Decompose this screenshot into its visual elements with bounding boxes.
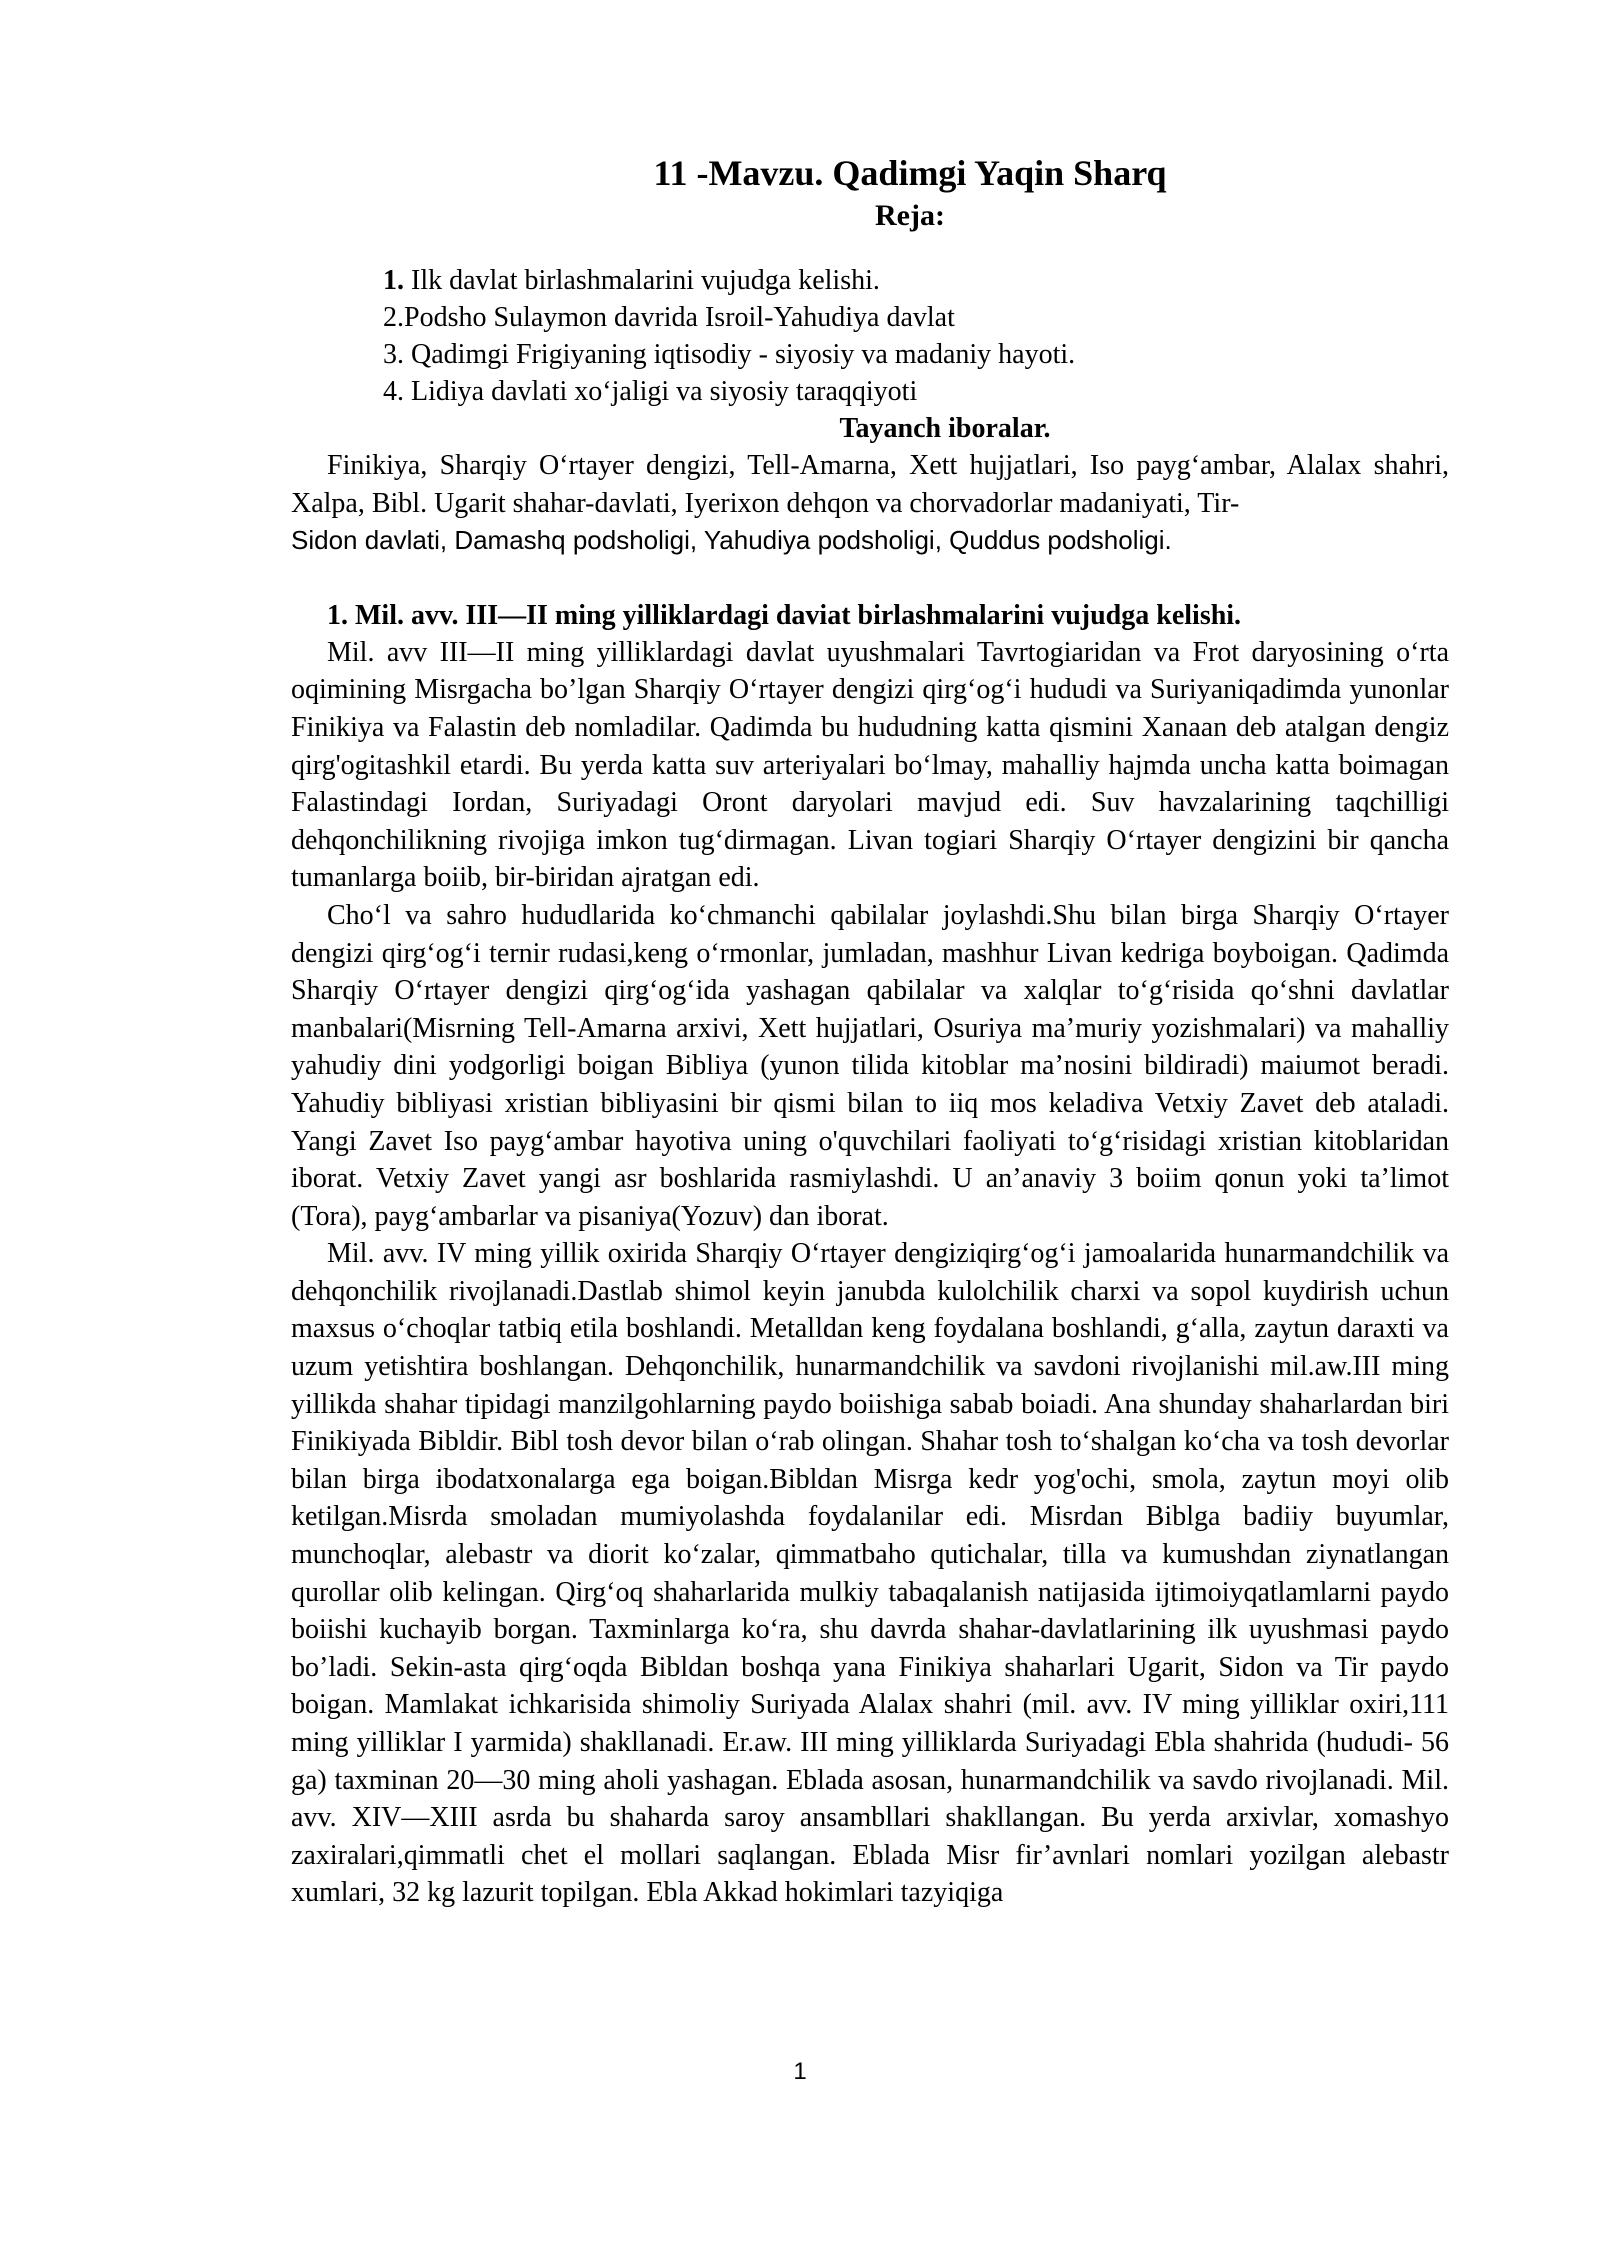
plan-item-text: 4. Lidiya davlati xo‘jaligi va siyosiy taraqqiyoti (383, 376, 918, 407)
plan-heading: Reja: (875, 199, 945, 232)
plan-item-number: 1. (383, 265, 404, 296)
plan-item-text: 2.Podsho Sulaymon davrida Isroil-Yahudiya davlat (383, 302, 955, 333)
plan-item (291, 299, 1449, 336)
keywords-heading: Tayanch iboralar. (839, 413, 1051, 444)
page-number: 1 (793, 2058, 807, 2085)
keywords-text-end: Sidon davlati, Damashq podsholigi, Yahudiya podsholigi, Quddus podsholigi. (291, 525, 1172, 556)
plan-item-text: Ilk davlat birlashmalarini vujudga kelishi. (404, 265, 880, 296)
page-title: 11 -Mavzu. Qadimgi Yaqin Sharq (653, 153, 1167, 193)
plan-item-text: 3. Qadimgi Frigiyaning iqtisodiy - siyosiy va madaniy hayoti. (383, 339, 1076, 370)
keywords-paragraph (291, 447, 1449, 560)
body-paragraph: Mil. avv. IV ming yillik oxirida Sharqiy O‘rtayer dengiziqirg‘og‘i jamoalarida hunarmandchilik va dehqonchilik rivojlanadi.Dastlab shimol keyin janubda kulolchilik charxi va sopol kuydirish uchun maxsus o‘choqlar tatbiq etila boshlandi. Metalldan keng foydalana boshlandi, g‘alla, zaytun daraxti va uzum yetishtira boshlangan. Dehqonchilik, hunarmandchilik va savdoni rivojlanishi mil.aw.III ming yillikda shahar tipidagi manzilgohlarning paydo boiishiga sabab boiadi. Ana shunday shaharlardan biri Finikiyada Bibldir. Bibl tosh devor bilan o‘rab olingan. Shahar tosh to‘shalgan ko‘cha va tosh devorlar bilan birga ibodatxonalarga ega boigan.Bibldan Misrga kedr yog'ochi, smola, zaytun moyi olib ketilgan.Misrda smoladan mumiyolashda foydalanilar edi. Misrdan Biblga badiiy buyumlar, munchoqlar, alebastr va diorit ko‘zalar, qimmatbaho qutichalar, tilla va kumushdan ziynatlangan qurollar olib kelingan. Qirg‘oq shaharlarida mulkiy tabaqalanish natijasida ijtimoiyqatlamlarni paydo boiishi kuchayib borgan. Taxminlarga ko‘ra, shu davrda shahar-davlatlarining ilk uyushmasi paydo bo’ladi. Sekin-asta qirg‘oqda Bibldan boshqa yana Finikiya shaharlari Ugarit, Sidon va Tir paydo boigan. Mamlakat ichkarisida shimoliy Suriyada Alalax shahri (mil. avv. IV ming yilliklar oxiri,111 ming yilliklar I yarmida) shakllanadi. Er.aw. III ming yilliklarda Suriyadagi Ebla shahrida (hududi- 56 ga) taxminan 20—30 ming aholi yashagan. Eblada asosan, hunarmandchilik va savdo rivojlanadi. Mil. avv. XIV—XIII asrda bu shaharda saroy ansambllari shakllangan. Bu yerda arxivlar, xomashyo zaxiralari,qimmatli chet el mollari saqlangan. Eblada Misr fir’avnlari nomlari yozilgan alebastr xumlari, 32 kg lazurit topilgan. Ebla Akkad hokimlari tazyiqiga (291, 1238, 1449, 1909)
plan-item (291, 336, 1449, 373)
body-paragraph: Mil. avv III—II ming yilliklardagi davlat uyushmalari Tavrtogiaridan va Frot daryosining o‘rta oqimining Misrgacha bo’lgan Sharqiy O‘rtayer dengizi qirg‘og‘i hududi va Suriyaniqadimda yunonlar Finikiya va Falastin deb nomladilar. Qadimda bu hududning katta qismini Xanaan deb atalgan dengiz qirg'ogitashkil etardi. Bu yerda katta suv arteriyalari bo‘lmay, mahalliy hajmda uncha katta boimagan Falastindagi Iordan, Suriyadagi Oront daryolari mavjud edi. Suv havzalarining taqchilligi dehqonchilikning rivojiga imkon tug‘dirmagan. Livan togiari Sharqiy O‘rtayer dengizini bir qancha tumanlarga boiib, bir-biridan ajratgan edi. (291, 636, 1449, 894)
section-heading: 1. Mil. avv. III—II ming yilliklardagi daviat birlashmalarini vujudga kelishi. (327, 599, 1242, 631)
plan-item (291, 373, 1449, 410)
plan-item (291, 262, 1449, 299)
keywords-text: Finikiya, Sharqiy O‘rtayer dengizi, Tell-Amarna, Xett hujjatlari, Iso payg‘ambar, Alalax shahri, Xalpa, Bibl. Ugarit shahar-davlati, Iyerixon dehqon va chorvadorlar madaniyati, Tir- (291, 450, 1449, 519)
plan-list (291, 262, 1449, 410)
body-paragraph: Cho‘l va sahro hududlarida ko‘chmanchi qabilalar joylashdi.Shu bilan birga Sharqiy O‘rtayer dengizi qirg‘og‘i ternir rudasi,keng o‘rmonlar, jumladan, mashhur Livan kedriga boyboigan. Qadimda Sharqiy O‘rtayer dengizi qirg‘og‘ida yashagan qabilalar va xalqlar to‘g‘risida qo‘shni davlatlar manbalari(Misrning Tell-Amarna arxivi, Xett hujjatlari, Osuriya ma’muriy yozishmalari) va mahalliy yahudiy dini yodgorligi boigan Bibliya (yunon tilida kitoblar ma’nosini bildiradi) maiumot beradi. Yahudiy bibliyasi xristian bibliyasini bir qismi bilan to iiq mos keladiva Vetxiy Zavet deb ataladi. Yangi Zavet Iso payg‘ambar hayotiva uning o'quvchilari faoliyati to‘g‘risidagi xristian kitoblaridan iborat. Vetxiy Zavet yangi asr boshlarida rasmiylashdi. U an’anaviy 3 boiim qonun yoki ta’limot (Tora), payg‘ambarlar va pisaniya(Yozuv) dan iborat. (291, 899, 1449, 1232)
page-content (291, 150, 1449, 1912)
